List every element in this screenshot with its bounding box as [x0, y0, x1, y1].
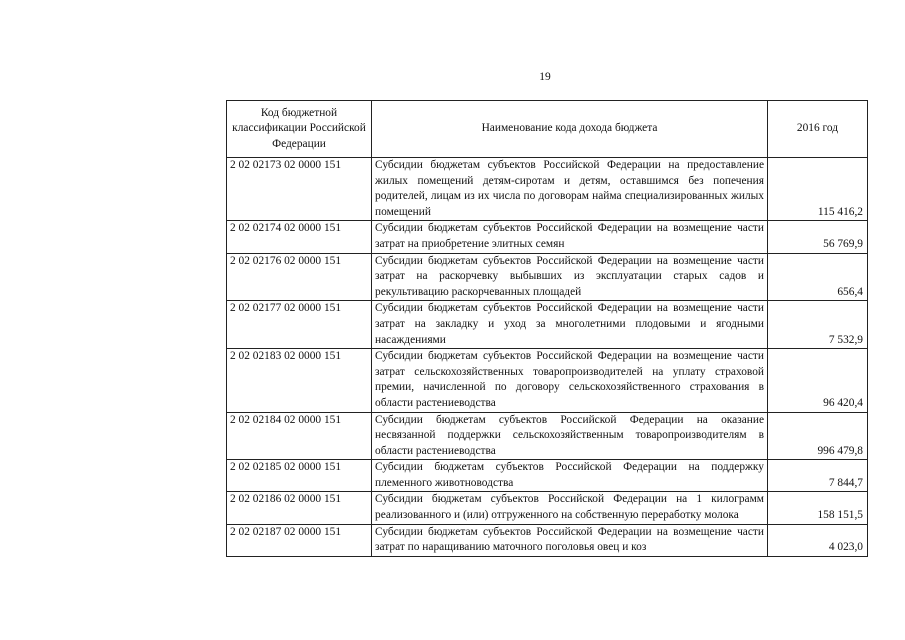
- budget-code-cell: 2 02 02173 02 0000 151: [227, 158, 372, 221]
- header-year-2016: 2016 год: [768, 101, 868, 158]
- amount-2016-cell: 7 844,7: [768, 460, 868, 492]
- amount-2016-cell: 996 479,8: [768, 412, 868, 460]
- income-name-cell: Субсидии бюджетам субъектов Российской Федерации на предоставление жилых помещений детям-сиротам и детям, оставшимся без попечения родителей, лицам из их числа по договорам найма специализированных жилых помещений: [372, 158, 768, 221]
- budget-code-cell: 2 02 02184 02 0000 151: [227, 412, 372, 460]
- page-number: 19: [539, 71, 551, 83]
- budget-income-table: [226, 100, 868, 557]
- income-name-cell: Субсидии бюджетам субъектов Российской Федерации на возмещение части затрат сельскохозяйственных товаропроизводителей на уплату страховой премии, начисленной по договору сельскохозяйственного страхования в области растениеводства: [372, 349, 768, 412]
- income-name-cell: Субсидии бюджетам субъектов Российской Федерации на возмещение части затрат на раскорчевку выбывших из эксплуатации старых садов и рекультивацию раскорчеванных площадей: [372, 253, 768, 301]
- income-name-cell: Субсидии бюджетам субъектов Российской Федерации на возмещение части затрат по наращиванию маточного поголовья овец и коз: [372, 524, 768, 556]
- table-row: [227, 492, 868, 524]
- header-budget-code: Код бюджетной классификации Российской Федерации: [227, 101, 372, 158]
- income-name-cell: Субсидии бюджетам субъектов Российской Федерации на возмещение части затрат на приобретение элитных семян: [372, 221, 768, 253]
- table-header-row: [227, 101, 868, 158]
- budget-code-cell: 2 02 02183 02 0000 151: [227, 349, 372, 412]
- amount-2016-cell: 96 420,4: [768, 349, 868, 412]
- table-row: [227, 460, 868, 492]
- budget-code-cell: 2 02 02185 02 0000 151: [227, 460, 372, 492]
- income-name-cell: Субсидии бюджетам субъектов Российской Федерации на возмещение части затрат на закладку и уход за многолетними плодовыми и ягодными насаждениями: [372, 301, 768, 349]
- amount-2016-cell: 656,4: [768, 253, 868, 301]
- table-row: [227, 349, 868, 412]
- table-row: [227, 253, 868, 301]
- budget-code-cell: 2 02 02176 02 0000 151: [227, 253, 372, 301]
- income-name-cell: Субсидии бюджетам субъектов Российской Федерации на поддержку племенного животноводства: [372, 460, 768, 492]
- table-row: [227, 412, 868, 460]
- amount-2016-cell: 56 769,9: [768, 221, 868, 253]
- amount-2016-cell: 115 416,2: [768, 158, 868, 221]
- table-row: [227, 158, 868, 221]
- budget-code-cell: 2 02 02187 02 0000 151: [227, 524, 372, 556]
- income-name-cell: Субсидии бюджетам субъектов Российской Федерации на 1 килограмм реализованного и (или) отгруженного на собственную переработку молока: [372, 492, 768, 524]
- amount-2016-cell: 158 151,5: [768, 492, 868, 524]
- amount-2016-cell: 7 532,9: [768, 301, 868, 349]
- table-row: [227, 301, 868, 349]
- income-name-cell: Субсидии бюджетам субъектов Российской Федерации на оказание несвязанной поддержки сельскохозяйственным товаропроизводителям в области растениеводства: [372, 412, 768, 460]
- header-income-name: Наименование кода дохода бюджета: [372, 101, 768, 158]
- budget-code-cell: 2 02 02186 02 0000 151: [227, 492, 372, 524]
- table-row: [227, 524, 868, 556]
- budget-code-cell: 2 02 02177 02 0000 151: [227, 301, 372, 349]
- budget-code-cell: 2 02 02174 02 0000 151: [227, 221, 372, 253]
- table-row: [227, 221, 868, 253]
- amount-2016-cell: 4 023,0: [768, 524, 868, 556]
